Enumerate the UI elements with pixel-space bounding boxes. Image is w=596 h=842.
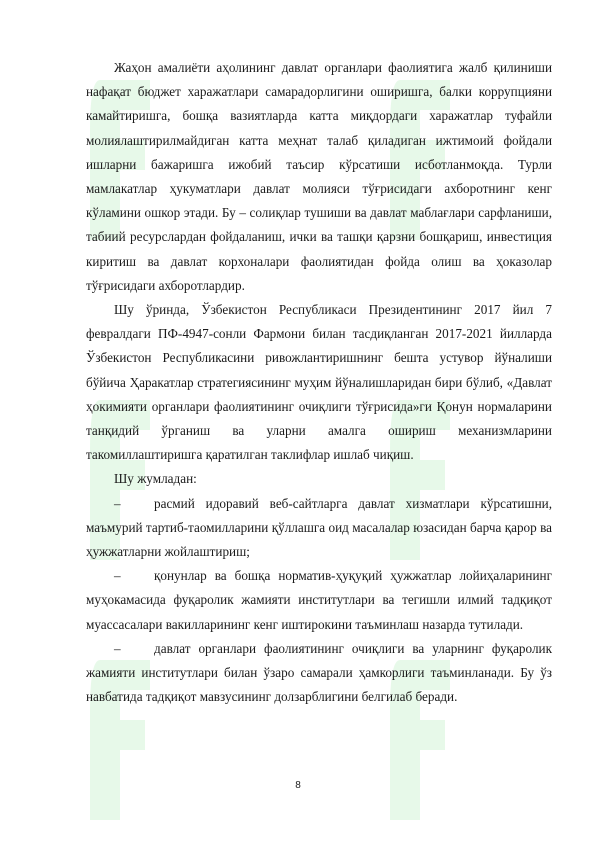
list-item-text: расмий идоравий веб-сайтларга давлат хизматлари кўрсатишни, маъмурий тартиб-таомилларини қўллашга оид масалалар юзасидан барча қарор ва ҳужжатларни жойлаштириш; <box>86 495 552 560</box>
paragraph: Шу ўринда, Ўзбекистон Республикаси Президентининг 2017 йил 7 февралдаги ПФ-4947-сонли Фармони билан тасдиқланган 2017-2021 йилларда Ўзбекистон Республикасини ривожлантиришнинг бешта устувор йўналиши бўйича Ҳаракатлар стратегиясининг муҳим йўналишларидан бири бўлиб, «Давлат ҳокимияти органлари фаолиятининг очиқлиги тўғрисида»ги Қонун нормаларини танқидий ўрганиш ва уларни амалга ошириш механизмларини такомиллаштиришга қаратилган таклифлар ишлаб чиқиш. <box>86 302 552 463</box>
list-item <box>86 637 552 710</box>
list-item-text: қонунлар ва бошқа норматив-ҳуқуқий ҳужжатлар лойиҳаларининг муҳокамасида фуқаролик жамияти институтлари ва тегишли илмий тадқиқот муассасалари вакилларининг кенг иштирокини таъминлаш назарда тутилади. <box>86 568 552 632</box>
paragraph: Шу жумладан: <box>114 471 197 487</box>
paragraph: Жаҳон амалиёти аҳолининг давлат органлари фаолиятига жалб қилиниши нафақат бюджет харажатлари самарадорлигини оширишга, балки коррупцияни камайтиришга, бошқа вазиятларда катта миқдордаги харажатлар туфайли молиялаштирилмайдиган катта меҳнат талаб қиладиган ижтимоий фойдали ишларни бажаришга ижобий таъсир кўрсатиши исботланмоқда. Турли мамлакатлар ҳукуматлари давлат молияси тўғрисидаги ахборотнинг кенг кўламини ошкор этади. Бу – солиқлар тушиши ва давлат маблағлари сарфланиши, табиий ресурслардан фойдаланиш, ички ва ташқи қарзни бошқариш, инвестиция киритиш ва давлат корхоналари фаолиятидан фойда олиш ва ҳоказолар тўғрисидаги ахборотлардир. <box>86 60 552 293</box>
list-item <box>86 564 552 637</box>
list-item <box>86 492 552 565</box>
list-dash: – <box>114 495 121 511</box>
page-number: 8 <box>295 780 301 791</box>
list-dash: – <box>114 640 121 656</box>
document-body <box>86 56 552 709</box>
list-dash: – <box>114 568 121 584</box>
list-item-text: давлат органлари фаолиятининг очиқлиги ва уларнинг фуқаролик жамияти институтлари билан ўзаро самарали ҳамкорлиги таъминланади. Бу ўз навбатида тадқиқот мавзусининг долзарблигини белгилаб беради. <box>86 640 552 705</box>
